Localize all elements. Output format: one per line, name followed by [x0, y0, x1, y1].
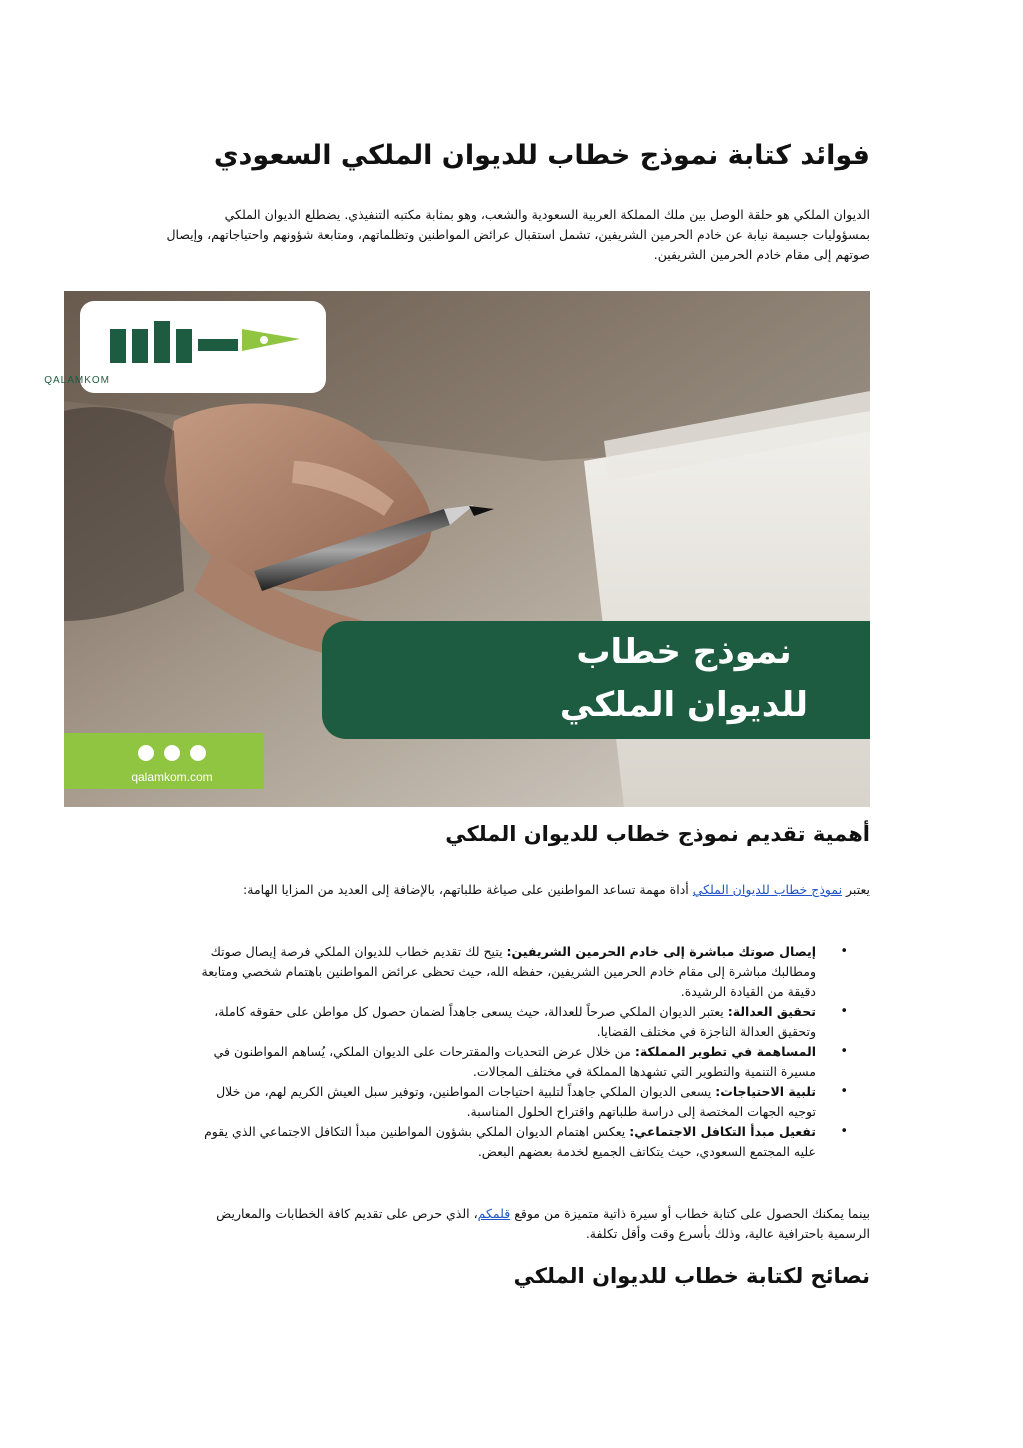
list-item [190, 942, 870, 1002]
banner-line-2: للديوان الملكي [559, 685, 809, 725]
instagram-icon [190, 745, 206, 761]
page-title: فوائد كتابة نموذج خطاب للديوان الملكي السعودي [213, 140, 870, 171]
section-heading-importance: أهمية تقديم نموذج خطاب للديوان الملكي [445, 822, 870, 846]
item-title: المساهمة في تطوير المملكة: [634, 1044, 816, 1059]
item-text: من خلال عرض التحديات والمقترحات على الديوان الملكي، يُساهم المواطنون في مسيرة التنمية والتطوير التي تشهدها المملكة في مختلف المجالات. [213, 1044, 816, 1079]
item-text: يعكس اهتمام الديوان الملكي بشؤون المواطنين مبدأ التكافل الاجتماعي الذي يقوم عليه المجتمع السعودي، حيث يتكاتف الجميع لخدمة بعضهم البعض. [204, 1124, 816, 1159]
item-title: إيصال صوتك مباشرة إلى خادم الحرمين الشريفين: [506, 944, 816, 959]
social-site: qalamkom.com [131, 770, 213, 784]
paragraph-text: بينما يمكنك الحصول على كتابة خطاب أو سيرة ذاتية متميزة من موقع [510, 1206, 870, 1221]
hero-image [44, 291, 870, 807]
intro-paragraph: الديوان الملكي هو حلقة الوصل بين ملك المملكة العربية السعودية والشعب، وهو بمثابة مكتبه التنفيذي. يضطلع الديوان الملكي بمسؤوليات جسيمة نيابة عن خادم الحرمين الشريفين، تشمل استقبال عرائض المواطنين وتظلماتهم، ومتابعة شؤونهم واحتياجاتهم، وإيصال صوتهم إلى مقام خادم الحرمين الشريفين. [166, 207, 870, 262]
qalamkom-link[interactable]: قلمكم [477, 1206, 511, 1221]
bullet: • [840, 944, 848, 959]
bullet: • [840, 1124, 848, 1139]
item-title: تحقيق العدالة: [727, 1004, 816, 1019]
bullet: • [840, 1044, 848, 1059]
document-page [44, 0, 870, 1448]
paragraph-text: يعتبر [842, 882, 870, 897]
twitter-icon [164, 745, 180, 761]
importance-paragraph [170, 880, 870, 900]
list-item [190, 1122, 870, 1162]
paragraph-text: أداة مهمة تساعد المواطنين على صياغة طلباتهم، بالإضافة إلى العديد من المزايا الهامة: [243, 882, 693, 897]
list-item [190, 1002, 870, 1042]
item-title: تفعيل مبدأ التكافل الاجتماعي: [629, 1124, 816, 1139]
section-heading-tips: نصائح لكتابة خطاب للديوان الملكي [513, 1264, 870, 1288]
bullet: • [840, 1084, 848, 1099]
title-banner [322, 621, 870, 739]
list-item [190, 1042, 870, 1082]
closing-paragraph [170, 1204, 870, 1244]
logo-text: QALAMKOM [44, 375, 110, 386]
item-text: يتيح لك تقديم خطاب للديوان الملكي فرصة إيصال صوتك ومطالبك مباشرة إلى مقام خادم الحرمين الشريفين، حفظه الله، حيث تحظى عرائض المواطنين باهتمام شخصي ومتابعة دقيقة من القيادة الرشيدة. [201, 944, 816, 999]
benefits-list [190, 942, 870, 1162]
facebook-icon [138, 745, 154, 761]
paragraph-text: ، الذي حرص على تقديم كافة الخطابات والمعاريض الرسمية باحترافية عالية، وذلك بأسرع وقت وأقل تكلفة. [216, 1206, 870, 1241]
logo-badge [44, 301, 326, 393]
bullet: • [840, 1004, 848, 1019]
banner-line-1: نموذج خطاب [576, 632, 792, 672]
item-text: يعتبر الديوان الملكي صرحاً للعدالة، حيث يسعى جاهداً لضمان حصول كل مواطن على حقوقه كاملة، وتحقيق العدالة الناجزة في مختلف القضايا. [214, 1004, 816, 1039]
template-link[interactable]: نموذج خطاب للديوان الملكي [692, 882, 843, 897]
item-text: يسعى الديوان الملكي جاهداً لتلبية احتياجات المواطنين، وتوفير سبل العيش الكريم لهم، من خلال توجيه الجهات المختصة إلى دراسة طلباتهم واقتراح الحلول المناسبة. [216, 1084, 816, 1119]
item-title: تلبية الاحتياجات: [715, 1084, 816, 1099]
list-item [190, 1082, 870, 1122]
social-strip [64, 733, 264, 789]
